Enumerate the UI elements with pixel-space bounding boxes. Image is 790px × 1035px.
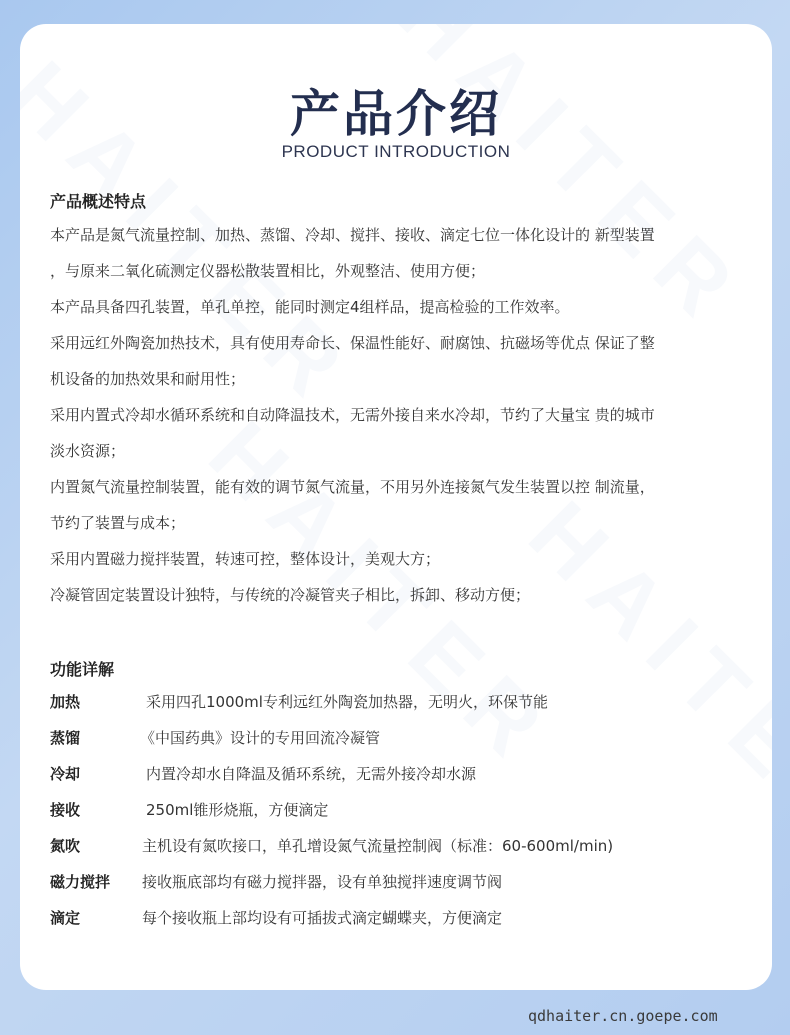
overview-line: 内置氮气流量控制装置，能有效的调节氮气流量，不用另外连接氮气发生装置以控 制流量， xyxy=(50,478,655,496)
feature-label: 蒸馏 xyxy=(50,729,81,747)
site-domain: qdhaiter.cn.goepe.com xyxy=(528,1007,718,1025)
feature-row xyxy=(50,835,750,861)
page-title: 产品介绍 xyxy=(290,85,502,143)
feature-row xyxy=(50,691,750,717)
feature-label: 接收 xyxy=(50,801,81,819)
overview-line: 本产品是氮气流量控制、加热、蒸馏、冷却、搅拌、接收、滴定七位一体化设计的 新型装置 xyxy=(50,226,655,244)
features-heading: 功能详解 xyxy=(50,660,115,679)
overview-line: 淡水资源； xyxy=(50,442,126,460)
feature-label: 加热 xyxy=(50,693,81,711)
feature-row xyxy=(50,907,750,933)
feature-row xyxy=(50,799,750,825)
feature-row xyxy=(50,763,750,789)
feature-label: 磁力搅拌 xyxy=(50,873,111,891)
feature-label: 冷却 xyxy=(50,765,81,783)
overview-line: 采用远红外陶瓷加热技术，具有使用寿命长、保温性能好、耐腐蚀、抗磁场等优点 保证了整 xyxy=(50,334,655,352)
overview-heading: 产品概述特点 xyxy=(50,192,147,211)
feature-desc: 接收瓶底部均有磁力搅拌器，设有单独搅拌速度调节阀 xyxy=(142,873,503,891)
overview-line: ，与原来二氧化硫测定仪器松散装置相比，外观整洁、使用方便； xyxy=(50,262,486,280)
overview-line: 机设备的加热效果和耐用性； xyxy=(50,370,246,388)
feature-desc: 《中国药典》设计的专用回流冷凝管 xyxy=(140,729,381,747)
overview-line: 本产品具备四孔装置，单孔单控，能同时测定4组样品，提高检验的工作效率。 xyxy=(50,298,570,316)
feature-desc: 采用四孔1000ml专利远红外陶瓷加热器，无明火，环保节能 xyxy=(146,693,548,711)
overview-line: 采用内置式冷却水循环系统和自动降温技术，无需外接自来水冷却，节约了大量宝 贵的城市 xyxy=(50,406,655,424)
feature-desc: 内置冷却水自降温及循环系统，无需外接冷却水源 xyxy=(146,765,477,783)
overview-line: 节约了装置与成本； xyxy=(50,514,186,532)
feature-label: 氮吹 xyxy=(50,837,81,855)
feature-desc: 主机设有氮吹接口，单孔增设氮气流量控制阀（标准：60-600ml/min) xyxy=(142,837,614,855)
feature-row xyxy=(50,871,750,897)
feature-desc: 每个接收瓶上部均设有可插拔式滴定蝴蝶夹，方便滴定 xyxy=(142,909,503,927)
overview-line: 冷凝管固定装置设计独特，与传统的冷凝管夹子相比，拆卸、移动方便； xyxy=(50,586,531,604)
feature-desc: 250ml锥形烧瓶，方便滴定 xyxy=(146,801,329,819)
page-subtitle: PRODUCT INTRODUCTION xyxy=(281,142,511,161)
product-card xyxy=(20,24,772,990)
feature-row xyxy=(50,727,750,753)
feature-label: 滴定 xyxy=(50,909,81,927)
overview-line: 采用内置磁力搅拌装置，转速可控，整体设计，美观大方； xyxy=(50,550,441,568)
